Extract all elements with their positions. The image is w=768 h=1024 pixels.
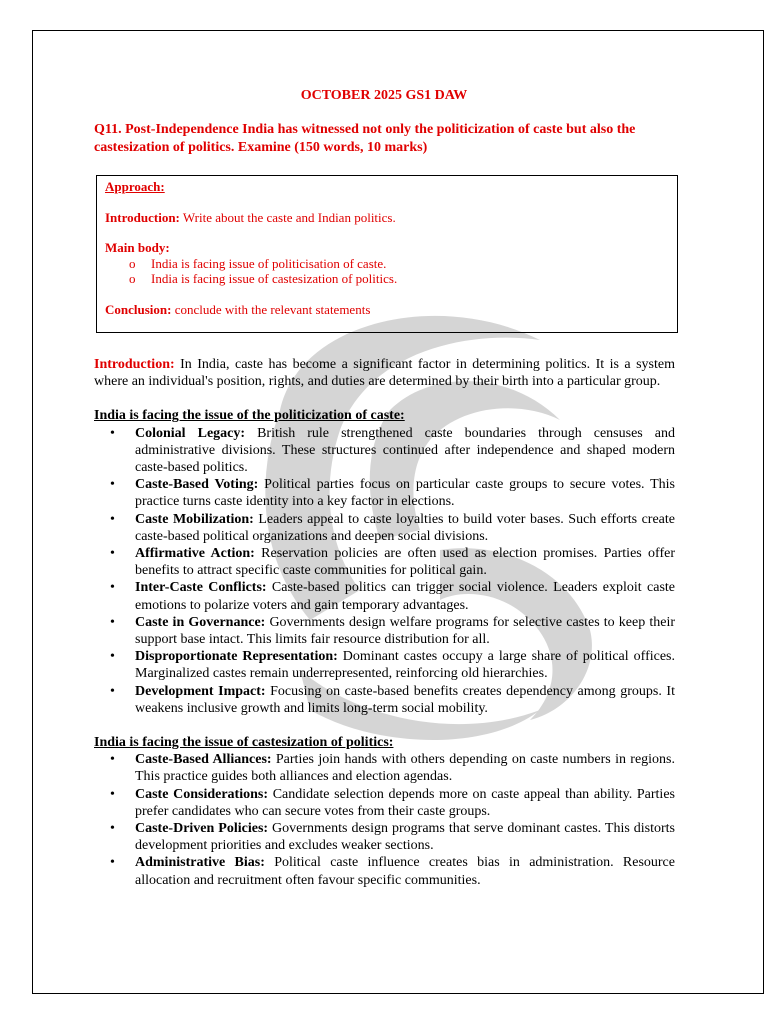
list-item: • Caste in Governance: Governments design welfare programs for selective castes to keep their support base intact. This limits fair resource distribution for all. bbox=[110, 614, 675, 648]
list-item: o India is facing issue of politicisation of caste. bbox=[129, 255, 387, 271]
approach-conclusion-label: Conclusion: bbox=[105, 301, 172, 317]
introduction-text: In India, caste has become a significant factor in determining politics. It is a system where an individual's position, rights, and duties are determined by their birth into a particular group. bbox=[94, 357, 675, 390]
approach-main-body-label: Main body: bbox=[105, 240, 170, 255]
bullet-marker: • bbox=[110, 683, 115, 699]
bullet-marker: • bbox=[110, 511, 115, 527]
list-item: • Disproportionate Representation: Dominant castes occupy a large share of political offices. Marginalized castes remain underrepresented, reinforcing old hierarchies. bbox=[110, 649, 676, 682]
answer-body bbox=[94, 356, 675, 889]
question-text: Q11. Post-Independence India has witnessed not only the politicization of caste but also the castesization of politics. Examine (150 words, 10 marks) bbox=[94, 122, 636, 155]
bullet-marker: • bbox=[110, 786, 115, 802]
list-item: • Affirmative Action: Reservation policies are often used as election promises. Parties offer benefits to attract specific caste communities for political gain. bbox=[110, 546, 675, 579]
approach-box bbox=[96, 175, 678, 333]
approach-conclusion bbox=[105, 302, 669, 318]
bullet-marker: • bbox=[110, 580, 115, 596]
section-heading-castesization: India is facing the issue of castesization of politics: bbox=[94, 735, 394, 751]
approach-intro-text: Write about the caste and Indian politics. bbox=[179, 209, 396, 225]
document-title: OCTOBER 2025 GS1 DAW bbox=[300, 88, 468, 103]
list-item: • Administrative Bias: Political caste influence creates bias in administration. Resource allocation and recruitment often favour specific communities. bbox=[110, 855, 675, 888]
bullet-marker: • bbox=[110, 477, 115, 493]
approach-conclusion-text: conclude with the relevant statements bbox=[171, 301, 371, 317]
bullet-marker: • bbox=[110, 614, 115, 630]
bullet-marker: • bbox=[110, 855, 115, 871]
approach-heading: Approach: bbox=[105, 179, 165, 194]
list-item: • Caste-Based Voting: Political parties focus on particular caste groups to secure votes. This practice turns caste identity into a key factor in elections. bbox=[110, 477, 675, 510]
approach-main-body-list bbox=[105, 256, 669, 287]
section-heading-politicization: India is facing the issue of the politicization of caste: bbox=[94, 408, 405, 424]
politicization-list bbox=[94, 425, 675, 717]
introduction-label: Introduction: bbox=[94, 357, 175, 372]
list-item: • Caste-Driven Policies: Governments design programs that serve dominant castes. This distorts development priorities and excludes weaker sections. bbox=[110, 821, 675, 854]
list-item: • Colonial Legacy: British rule strengthened caste boundaries through censuses and administrative divisions. These structures continued after independence and shaped modern caste-based politics. bbox=[110, 425, 675, 476]
list-item: • Development Impact: Focusing on caste-based benefits creates dependency among groups. It weakens inclusive growth and limits long-term social mobility. bbox=[110, 683, 675, 716]
bullet-marker: • bbox=[110, 425, 115, 441]
approach-intro-label: Introduction: bbox=[105, 209, 180, 225]
introduction-paragraph bbox=[94, 356, 675, 390]
sub-bullet-marker: o bbox=[129, 255, 136, 271]
bullet-marker: • bbox=[110, 752, 115, 768]
approach-introduction bbox=[105, 210, 669, 226]
list-item: • Caste Mobilization: Leaders appeal to caste loyalties to build voter bases. Such efforts create caste-based political organizations and deepen social divisions. bbox=[110, 511, 675, 544]
list-item: • Inter-Caste Conflicts: Caste-based politics can trigger social violence. Leaders exploit caste emotions to polarize voters and gain temporary advantages. bbox=[110, 580, 675, 613]
bullet-marker: • bbox=[110, 649, 115, 665]
list-item: • Caste Considerations: Candidate selection depends more on caste appeal than ability. Parties prefer candidates who can secure votes from their caste groups. bbox=[110, 786, 675, 819]
list-item: • Caste-Based Alliances: Parties join hands with others depending on caste numbers in regions. This practice guides both alliances and election agendas. bbox=[110, 752, 676, 785]
castesization-list bbox=[94, 751, 675, 889]
sub-bullet-marker: o bbox=[129, 271, 136, 286]
bullet-marker: • bbox=[110, 546, 115, 562]
list-item: o India is facing issue of castesization of politics. bbox=[129, 271, 398, 286]
bullet-marker: • bbox=[110, 821, 115, 837]
